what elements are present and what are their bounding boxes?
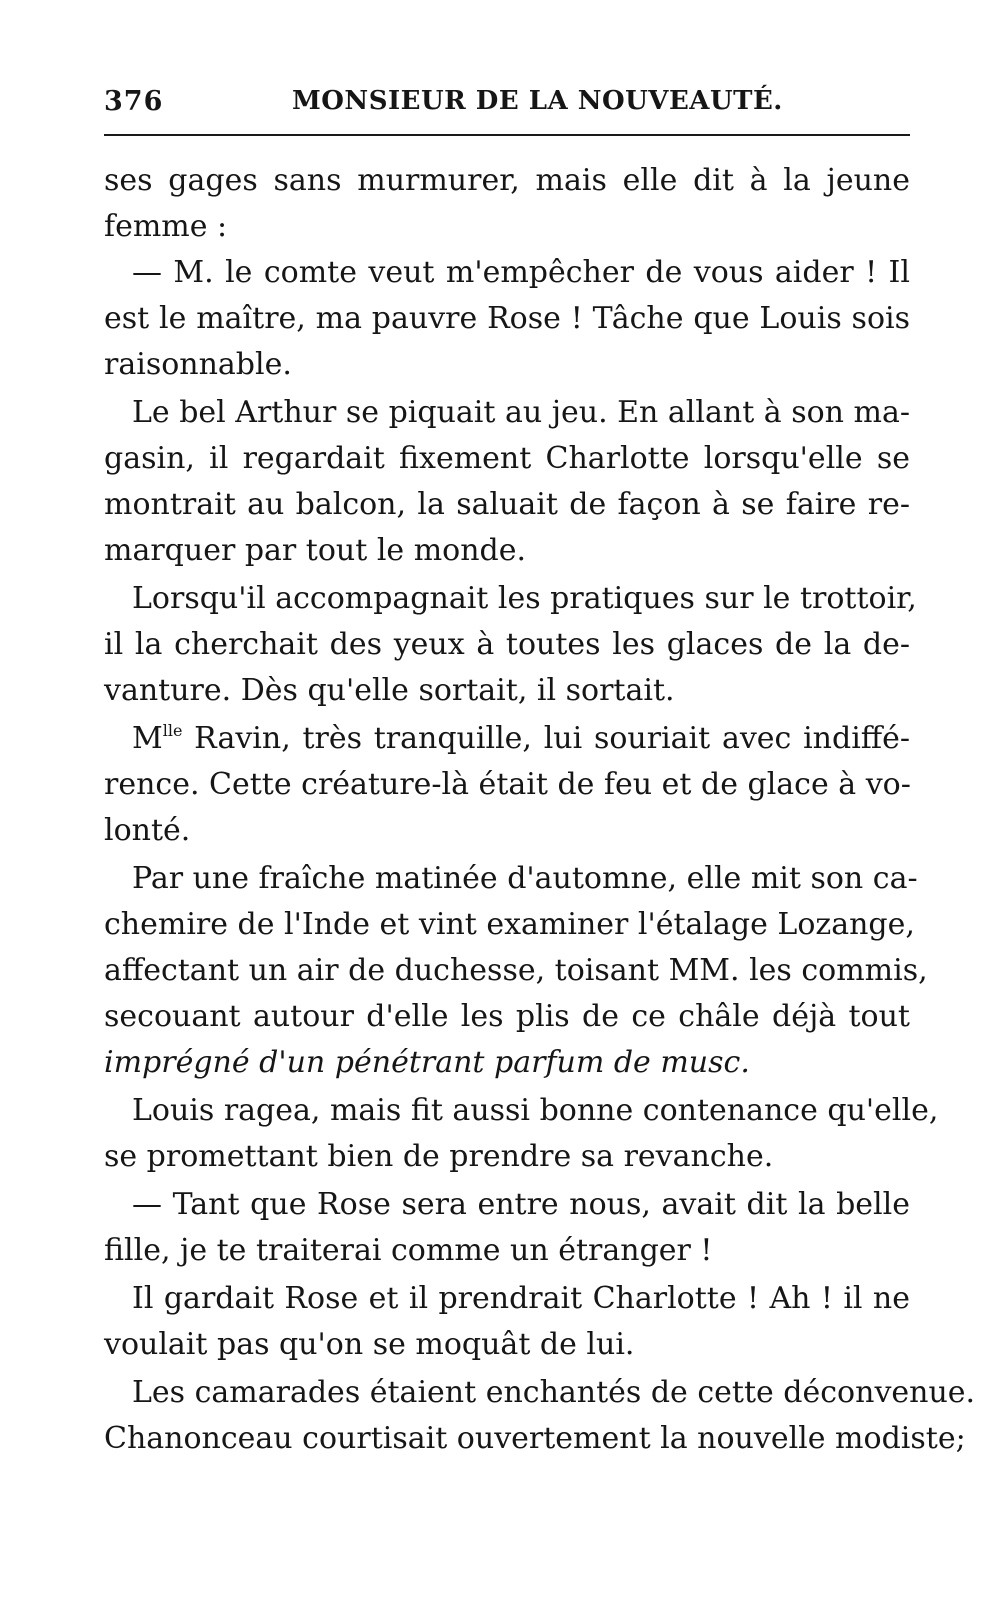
text-line: il la cherchait des yeux à toutes les glaces de la de- [104,627,910,662]
body-text [104,158,976,1462]
text-line: affectant un air de duchesse, toisant MM. les commis, [104,953,928,988]
text-line: gasin, il regardait fixement Charlotte lorsqu'elle se [104,441,910,476]
text-line: fille, je te traiterai comme un étranger ! [104,1233,713,1268]
text-line: Louis ragea, mais fit aussi bonne contenance qu'elle, [132,1093,939,1128]
text-line: Le bel Arthur se piquait au jeu. En allant à son ma- [132,395,910,430]
page-header [104,86,910,126]
text-line: voulait pas qu'on se moquât de lui. [104,1327,635,1362]
text-line: Chanonceau courtisait ouvertement la nouvelle modiste; [104,1421,966,1456]
text-line: — M. le comte veut m'empêcher de vous aider ! Il [132,255,910,290]
text-line: Il gardait Rose et il prendrait Charlotte ! Ah ! il ne [132,1281,910,1316]
text-line: chemire de l'Inde et vint examiner l'étalage Lozange, [104,907,915,942]
text-line: rence. Cette créature-là était de feu et de glace à vo- [104,767,911,802]
text-line: est le maître, ma pauvre Rose ! Tâche que Louis sois [104,301,910,336]
page-number: 376 [104,86,164,117]
text-line: vanture. Dès qu'elle sortait, il sortait. [104,673,675,708]
text-line: raisonnable. [104,347,292,382]
text-line: marquer par tout le monde. [104,533,527,568]
text-line: — Tant que Rose sera entre nous, avait dit la belle [132,1187,910,1222]
text-line: Les camarades étaient enchantés de cette déconvenue. [132,1375,976,1410]
text-line: secouant autour d'elle les plis de ce châle déjà tout [104,999,910,1034]
header-rule [104,134,910,136]
text-line: ses gages sans murmurer, mais elle dit à la jeune [104,163,910,198]
text-line [104,716,910,762]
text-line: Par une fraîche matinée d'automne, elle mit son ca- [132,861,918,896]
text-line: lonté. [104,813,191,848]
text-line: femme : [104,209,228,244]
text-line-rest: Ravin, très tranquille, lui souriait avec indiffé- [182,721,910,756]
text-line: imprégné d'un pénétrant parfum de musc. [104,1045,750,1080]
text-line: Lorsqu'il accompagnait les pratiques sur le trottoir, [132,581,917,616]
text-line: se promettant bien de prendre sa revanche. [104,1139,774,1174]
abbreviation-superscript: lle [162,721,183,740]
running-title: MONSIEUR DE LA NOUVEAUTÉ. [292,86,783,116]
abbreviation-m: M [132,721,163,756]
text-line: montrait au balcon, la saluait de façon à se faire re- [104,487,910,522]
